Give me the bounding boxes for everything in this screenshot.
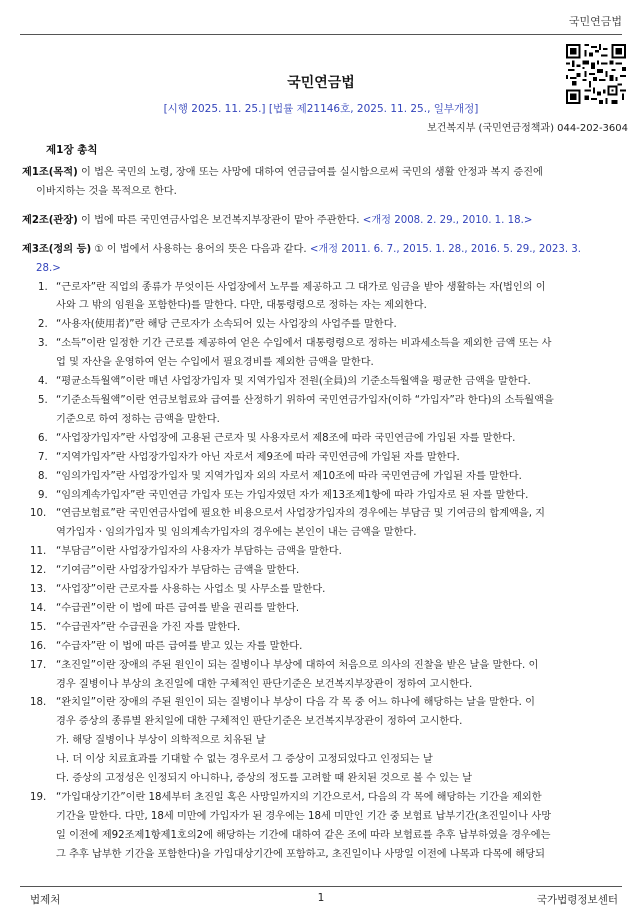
item-text: “임의가입자”란 사업장가입자 및 지역가입자 외의 자로서 제10조에 따라 국민연금에 가입된 자를 말한다.: [56, 470, 522, 482]
item-text: “완치일”이란 장애의 주된 원인이 되는 질병이나 부상이 다음 각 목 중 어느 하나에 해당하는 날을 말한다. 이: [56, 697, 535, 709]
definition-item: [22, 543, 630, 562]
item-text: “연금보험료”란 국민연금사업에 필요한 비용으로서 사업장가입자의 경우에는 부담금 및 기여금의 합계액을, 지: [56, 508, 546, 520]
article-1-heading: 제1조(목적): [22, 167, 78, 178]
definition-item: [22, 468, 630, 487]
item-text: “수급자”란 이 법에 따른 급여를 받고 있는 자를 말한다.: [56, 640, 303, 652]
item-text: “기준소득월액”이란 연금보험료와 급여를 산정하기 위하여 국민연금가입자(이하 “가입자”라 한다)의 소득월액을: [56, 394, 554, 406]
item-number: 13.: [30, 584, 47, 596]
definition-item: [22, 505, 630, 543]
article-2: [22, 212, 630, 231]
ministry-contact: 보건복지부 (국민연금정책과) 044-202-3604: [427, 123, 628, 134]
definition-item: [22, 694, 630, 789]
item-number: 8.: [38, 470, 48, 482]
item-number: 10.: [30, 508, 47, 520]
definition-list: [22, 279, 630, 865]
item-text: “사용자(使用者)”란 해당 근로자가 소속되어 있는 사업장의 사업주를 말한다.: [56, 319, 397, 331]
item-text: “수급권”이란 이 법에 따른 급여를 받을 권리를 말한다.: [56, 602, 300, 614]
chapter-heading: 제1장 총칙: [46, 144, 98, 156]
item-text-cont: 업 및 자산을 운영하여 얻는 수입에서 필요경비를 제외한 금액을 말한다.: [56, 357, 374, 369]
item-number: 9.: [38, 489, 48, 501]
item-number: 6.: [38, 432, 48, 444]
item-number: 2.: [38, 319, 48, 331]
item-text: “근로자”란 직업의 종류가 무엇이든 사업장에서 노무를 제공하고 그 대가로 임금을 받아 생활하는 자(법인의 이: [56, 281, 546, 293]
item-text: “사업장”이란 근로자를 사용하는 사업소 및 사무소를 말한다.: [56, 584, 326, 596]
article-3-amendment-link-cont[interactable]: 28.>: [36, 262, 61, 274]
article-1-text: 이 법은 국민의 노령, 장애 또는 사망에 대하여 연금급여를 실시함으로써 국민의 생활 안정과 복지 증진에: [77, 167, 543, 178]
item-text-cont: 기준으로 하여 정하는 금액을 말한다.: [56, 413, 220, 425]
footer-source: 국가법령정보센터: [536, 894, 618, 906]
item-text: “수급권자”란 수급권을 가진 자를 말한다.: [56, 621, 241, 633]
definition-item: [22, 316, 630, 335]
law-body: [22, 164, 630, 865]
footer-publisher: 법제처: [30, 894, 61, 906]
item-text: “지역가입자”란 사업장가입자가 아닌 자로서 제9조에 따라 국민연금에 가입된 자를 말한다.: [56, 451, 460, 463]
item-number: 3.: [38, 338, 48, 350]
item-text: “임의계속가입자”란 국민연금 가입자 또는 가입자였던 자가 제13조제1항에 따라 가입자로 된 자를 말한다.: [56, 489, 529, 501]
item-text: “초진일”이란 장애의 주된 원인이 되는 질병이나 부상에 대하여 처음으로 의사의 진찰을 받은 날을 말한다. 이: [56, 659, 539, 671]
item-number: 14.: [30, 602, 47, 614]
sub-item: 가. 해당 질병이나 부상이 의학적으로 치유된 날: [56, 735, 266, 747]
page-number: 1: [317, 892, 325, 904]
definition-item: [22, 373, 630, 392]
item-number: 15.: [30, 621, 47, 633]
article-2-amendment-link[interactable]: <개정 2008. 2. 29., 2010. 1. 18.>: [362, 214, 533, 226]
definition-item: [22, 335, 630, 373]
item-number: 17.: [30, 659, 47, 671]
definition-item: [22, 392, 630, 430]
item-number: 16.: [30, 640, 47, 652]
item-number: 18.: [30, 697, 47, 709]
definition-item: [22, 487, 630, 506]
header-law-name: 국민연금법: [568, 15, 622, 28]
item-number: 7.: [38, 451, 48, 463]
sub-item: 다. 증상의 고정성은 인정되지 아니하나, 증상의 정도를 고려할 때 완치된 것으로 볼 수 있는 날: [56, 773, 472, 785]
sub-item: 나. 더 이상 치료효과를 기대할 수 없는 경우로서 그 증상이 고정되었다고 인정되는 날: [56, 754, 433, 766]
item-text: “가입대상기간”이란 18세부터 초진일 혹은 사망일까지의 기간으로서, 다음의 각 목에 해당하는 기간을 제외한: [56, 792, 542, 803]
item-text: “평균소득월액”이란 매년 사업장가입자 및 지역가입자 전원(全員)의 기준소득월액을 평균한 금액을 말한다.: [56, 376, 531, 388]
item-text-cont: 경우 질병이나 부상의 초진일에 대한 구체적인 판단기준은 보건복지부장관이 정하여 고시한다.: [56, 678, 473, 690]
item-text: “사업장가입자”란 사업장에 고용된 근로자 및 사용자로서 제8조에 따라 국민연금에 가입된 자를 말한다.: [56, 432, 516, 444]
article-1-text-cont: 이바지하는 것을 목적으로 한다.: [36, 185, 177, 197]
definition-item: [22, 449, 630, 468]
item-text-cont: 일 이전에 제92조제1항제1호의2에 해당하는 기간에 대하여 같은 조에 따라 보험료를 추후 납부하였을 경우에는: [56, 829, 551, 841]
article-2-text: 이 법에 따른 국민연금사업은 보건복지부장관이 맡아 주관한다.: [77, 214, 363, 226]
item-number: 4.: [38, 376, 48, 388]
item-text: “부담금”이란 사업장가입자의 사용자가 부담하는 금액을 말한다.: [56, 546, 342, 558]
definition-item: [22, 279, 630, 317]
definition-item: [22, 619, 630, 638]
law-title: 국민연금법: [287, 75, 355, 91]
item-number: 1.: [38, 281, 48, 293]
article-3-amendment-link[interactable]: <개정 2011. 6. 7., 2015. 1. 28., 2016. 5. 29., 2023. 3.: [309, 243, 582, 255]
header-divider: [20, 34, 622, 35]
article-2-heading: 제2조(관장): [22, 214, 78, 226]
article-3-text: ① 이 법에서 사용하는 용어의 뜻은 다음과 같다.: [91, 243, 310, 255]
item-text-cont: 경우 증상의 종류별 완치일에 대한 구체적인 판단기준은 보건복지부장관이 정하여 고시한다.: [56, 716, 463, 728]
item-text-cont: 그 추후 납부한 기간을 포함한다)을 가입대상기간에 포함하고, 초진일이나 사망일 이전에 나목과 다목에 해당되: [56, 848, 545, 860]
item-text: “소득”이란 일정한 기간 근로를 제공하여 얻은 수입에서 대통령령으로 정하는 비과세소득을 제외한 금액 또는 사: [56, 338, 552, 350]
item-text-cont: 역가입자ㆍ임의가입자 및 임의계속가입자의 경우에는 본인이 내는 금액을 말한다.: [56, 527, 417, 539]
item-number: 12.: [30, 565, 47, 577]
definition-item: [22, 600, 630, 619]
article-3-heading: 제3조(정의 등): [22, 243, 92, 255]
definition-item: [22, 562, 630, 581]
item-text-cont: 기간을 말한다. 다만, 18세 미만에 가입자가 된 경우에는 18세 미만인 기간 중 보험료 납부기간(초진일이나 사망: [56, 810, 552, 822]
definition-item: [22, 581, 630, 600]
article-3: [22, 241, 630, 865]
footer-divider: [20, 886, 622, 887]
item-text-cont: 사와 그 밖의 임원을 포함한다)를 말한다. 다만, 대통령령으로 정하는 자는 제외한다.: [56, 300, 427, 312]
item-number: 5.: [38, 394, 48, 406]
definition-item: [22, 430, 630, 449]
definition-item: [22, 657, 630, 695]
definition-item: [22, 789, 630, 865]
item-number: 11.: [30, 546, 47, 558]
item-number: 19.: [30, 792, 47, 803]
enforcement-info[interactable]: [시행 2025. 11. 25.] [법률 제21146호, 2025. 11. 25., 일부개정]: [163, 103, 479, 115]
definition-item: [22, 638, 630, 657]
item-text: “기여금”이란 사업장가입자가 부담하는 금액을 말한다.: [56, 565, 300, 577]
article-1: [22, 164, 630, 202]
